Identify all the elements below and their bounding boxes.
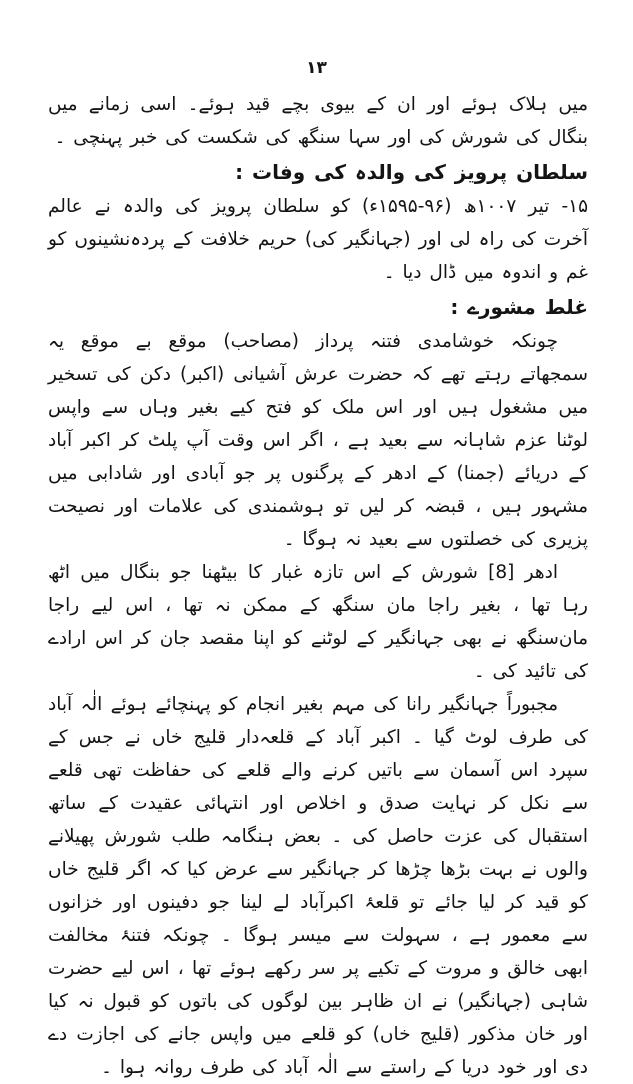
paragraph-death-date: ۱۵- تیر ۱۰۰۷ھ (۹۶-۱۵۹۵ء) کو سلطان پرویز کی والدہ نے عالم آخرت کی راہ لی اور (جہانگیر کی) حریم خلافت کے پردہ‌نشینوں کو غم و اندوہ میں ڈال دیا ۔ — [48, 196, 589, 283]
page-number: ۱۳ — [306, 58, 327, 78]
paragraph-bengal-unrest: ادھر [8] شورش کے اس تازہ غبار کا بیٹھنا جو بنگال میں اٹھ رہا تھا ، بغیر راجا مان سنگھ کے ممکن نہ تھا ، اس لیے راجا مان‌سنگھ نے بھی جہانگیر کے لوٹنے کو اپنا مقصد جان کر اس ارادے کی تائید کی ۔ — [48, 562, 588, 682]
paragraph-opening: میں ہلاک ہوئے اور ان کے بیوی بچے قید ہوئے۔ اسی زمانے میں بنگال کی شورش کی اور سہا سنگھ کی شکست کی خبر پہنچی ۔ — [48, 94, 588, 148]
paragraph-flatterers: چونکہ خوشامدی فتنہ پرداز (مصاحب) موقع بے موقع یہ سمجھاتے رہتے تھے کہ حضرت عرش آشیانی (اکبر) دکن کی تسخیر میں مشغول ہیں اور اس ملک کو فتح کیے بغیر وہاں سے واپس لوٹنا عزم شاہانہ سے بعید ہے ، اگر اس وقت آپ پلٹ کر اکبر آباد کے دریائے (جمنا) کے ادھر کے پرگنوں پر جو آبادی اور شادابی میں مشہور ہیں ، قبضہ کر لیں تو ہوشمندی کی علامات اور نصیحت پزیری کی خصلتوں سے بعید نہ ہوگا ۔ — [48, 331, 588, 550]
page-body — [48, 88, 588, 1084]
paragraph-return-allahabad: مجبوراً جہانگیر رانا کی مہم بغیر انجام کو پہنچائے ہوئے الٰہ آباد کی طرف لوٹ گیا ۔ اکبر آباد کے قلعہ‌دار قلیج خاں نے جس کے سپرد اس آسمان سے باتیں کرنے والے قلعے کی حفاظت تھی قلعے سے نکل کر نہایت صدق و اخلاص اور انتہائی عقیدت کے ساتھ استقبال کی عزت حاصل کی ۔ بعض ہنگامہ طلب شورش پھیلانے والوں نے بہت بڑھا چڑھا کر جہانگیر سے عرض کیا کہ اگر قلیج خاں کو قید کر لیا جائے تو قلعۂ اکبرآباد لے لینا جو دفینوں اور خزانوں سے معمور ہے ، سہولت سے میسر ہوگا ۔ چونکہ فتنۂ مخالفت ابھی خالق و مروت کے تکیے پر سر رکھے ہوئے تھا ، اس لیے حضرت شاہی (جہانگیر) نے ان ظاہر بین لوگوں کی باتوں کو قبول نہ کیا اور خان مذکور (قلیج خاں) کو قلعے میں واپس جانے کی اجازت دے دی اور خود دریا کے راستے سے الٰہ آباد کی طرف روانہ ہوا ۔ — [48, 694, 588, 1078]
heading-parvez-mother-death: سلطان پرویز کی والدہ کی وفات : — [235, 160, 588, 184]
heading-wrong-advice: غلط مشورے : — [450, 295, 588, 319]
